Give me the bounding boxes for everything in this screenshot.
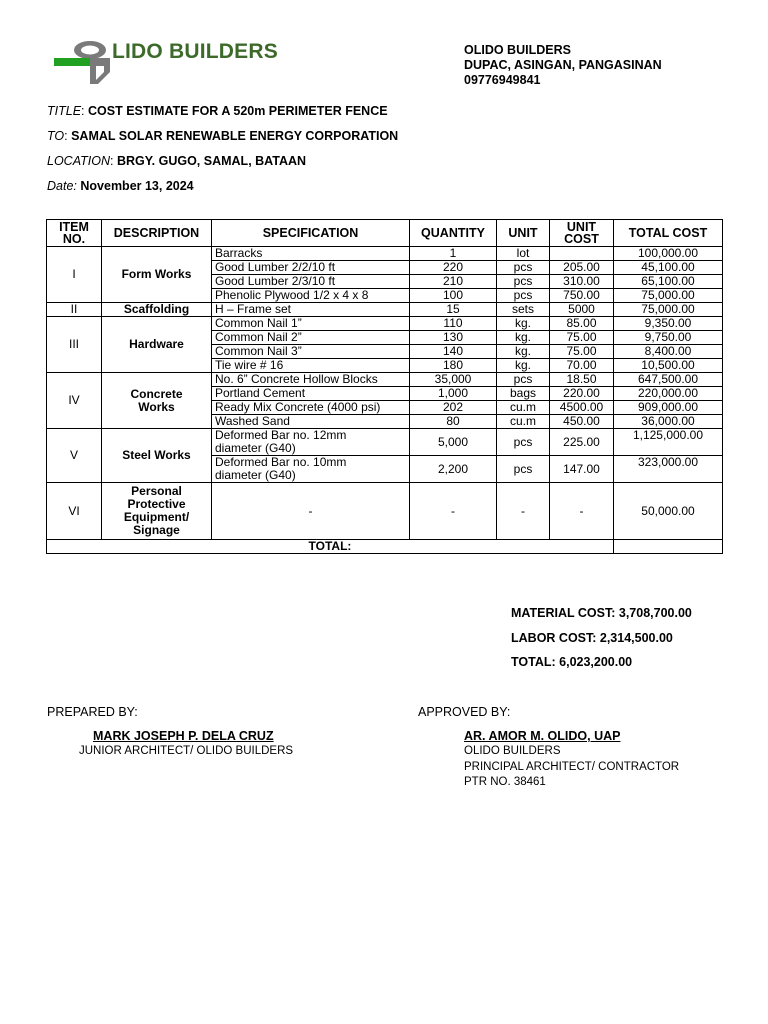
- logo-text: LIDO BUILDERS: [112, 40, 278, 63]
- specification: Washed Sand: [212, 415, 410, 429]
- total-cost: 50,000.00: [614, 483, 723, 540]
- approved-by-company: OLIDO BUILDERS: [464, 745, 561, 757]
- quantity: 180: [410, 359, 497, 373]
- total-cost: 909,000.00: [614, 401, 723, 415]
- table-row: [47, 317, 723, 331]
- quantity: 100: [410, 289, 497, 303]
- approved-by-name: AR. AMOR M. OLIDO, UAP: [464, 729, 621, 743]
- unit: kg.: [497, 317, 550, 331]
- description: Concrete Works: [102, 373, 212, 429]
- unit-cost: 225.00: [550, 429, 614, 456]
- item-no: I: [47, 247, 102, 303]
- header-quantity: QUANTITY: [410, 220, 497, 247]
- description: Hardware: [102, 317, 212, 373]
- unit: bags: [497, 387, 550, 401]
- unit: -: [497, 483, 550, 540]
- unit: kg.: [497, 345, 550, 359]
- unit: cu.m: [497, 415, 550, 429]
- quantity: 202: [410, 401, 497, 415]
- unit-cost: [550, 247, 614, 261]
- total-cost: 65,100.00: [614, 275, 723, 289]
- table-row: [47, 373, 723, 387]
- to-value: SAMAL SOLAR RENEWABLE ENERGY CORPORATION: [71, 129, 399, 143]
- unit: kg.: [497, 331, 550, 345]
- header-specification: SPECIFICATION: [212, 220, 410, 247]
- header-unit-cost: UNIT COST: [550, 220, 614, 247]
- specification: H – Frame set: [212, 303, 410, 317]
- quantity: 1,000: [410, 387, 497, 401]
- description: Personal Protective Equipment/ Signage: [102, 483, 212, 540]
- quantity: 2,200: [410, 456, 497, 483]
- total-cost: 45,100.00: [614, 261, 723, 275]
- prepared-by-name: MARK JOSEPH P. DELA CRUZ: [93, 729, 274, 743]
- location-line: LOCATION: BRGY. GUGO, SAMAL, BATAAN: [47, 154, 307, 168]
- total-cost: 1,125,000.00: [614, 429, 723, 456]
- item-no: II: [47, 303, 102, 317]
- unit-cost: 70.00: [550, 359, 614, 373]
- item-no: III: [47, 317, 102, 373]
- total-label: TOTAL:: [47, 540, 614, 554]
- unit: pcs: [497, 289, 550, 303]
- unit: pcs: [497, 275, 550, 289]
- title-label: TITLE: [47, 104, 82, 118]
- table-header-row: [47, 220, 723, 247]
- unit-cost: 147.00: [550, 456, 614, 483]
- unit: kg.: [497, 359, 550, 373]
- quantity: 80: [410, 415, 497, 429]
- quantity: 130: [410, 331, 497, 345]
- cost-estimate-table: [46, 219, 723, 554]
- specification: No. 6” Concrete Hollow Blocks: [212, 373, 410, 387]
- unit-cost: 205.00: [550, 261, 614, 275]
- unit: pcs: [497, 456, 550, 483]
- total-cost: 36,000.00: [614, 415, 723, 429]
- material-cost: MATERIAL COST: 3,708,700.00: [511, 606, 692, 620]
- specification: Good Lumber 2/2/10 ft: [212, 261, 410, 275]
- item-no: VI: [47, 483, 102, 540]
- unit-cost: 75.00: [550, 331, 614, 345]
- unit-cost: 450.00: [550, 415, 614, 429]
- header-total-cost: TOTAL COST: [614, 220, 723, 247]
- unit: pcs: [497, 429, 550, 456]
- specification: Common Nail 3”: [212, 345, 410, 359]
- unit-cost: 75.00: [550, 345, 614, 359]
- unit-cost: 5000: [550, 303, 614, 317]
- specification: Deformed Bar no. 12mm diameter (G40): [212, 429, 410, 456]
- specification: Good Lumber 2/3/10 ft: [212, 275, 410, 289]
- company-phone: 09776949841: [464, 73, 541, 87]
- quantity: 110: [410, 317, 497, 331]
- date-line: [47, 179, 194, 193]
- date-label: Date:: [47, 179, 77, 193]
- approved-by-label: APPROVED BY:: [418, 705, 511, 719]
- description: Steel Works: [102, 429, 212, 483]
- table-row: [47, 483, 723, 540]
- unit-cost: 4500.00: [550, 401, 614, 415]
- unit-cost: 310.00: [550, 275, 614, 289]
- specification: Tie wire # 16: [212, 359, 410, 373]
- grand-total: TOTAL: 6,023,200.00: [511, 655, 633, 669]
- unit: cu.m: [497, 401, 550, 415]
- item-no: IV: [47, 373, 102, 429]
- header-description: DESCRIPTION: [102, 220, 212, 247]
- specification: Barracks: [212, 247, 410, 261]
- total-cost: 9,350.00: [614, 317, 723, 331]
- title-value: COST ESTIMATE FOR A 520m PERIMETER FENCE: [88, 104, 388, 118]
- company-info: [464, 43, 662, 88]
- location-value: BRGY. GUGO, SAMAL, BATAAN: [116, 154, 307, 168]
- specification: Phenolic Plywood 1/2 x 4 x 8: [212, 289, 410, 303]
- table-row: [47, 429, 723, 456]
- quantity: -: [410, 483, 497, 540]
- description: Scaffolding: [102, 303, 212, 317]
- unit-cost: 220.00: [550, 387, 614, 401]
- unit: sets: [497, 303, 550, 317]
- total-cost: 9,750.00: [614, 331, 723, 345]
- item-no: V: [47, 429, 102, 483]
- quantity: 210: [410, 275, 497, 289]
- company-address: DUPAC, ASINGAN, PANGASINAN: [464, 58, 662, 72]
- table-row: [47, 303, 723, 317]
- specification: Ready Mix Concrete (4000 psi): [212, 401, 410, 415]
- unit-cost: -: [550, 483, 614, 540]
- total-cost: 8,400.00: [614, 345, 723, 359]
- specification: Deformed Bar no. 10mm diameter (G40): [212, 456, 410, 483]
- quantity: 35,000: [410, 373, 497, 387]
- approved-by-ptr: PTR NO. 38461: [464, 776, 546, 788]
- total-cost: 220,000.00: [614, 387, 723, 401]
- total-cost: 10,500.00: [614, 359, 723, 373]
- quantity: 15: [410, 303, 497, 317]
- unit: lot: [497, 247, 550, 261]
- quantity: 140: [410, 345, 497, 359]
- total-cost: 75,000.00: [614, 303, 723, 317]
- quantity: 220: [410, 261, 497, 275]
- total-value: [614, 540, 723, 554]
- approved-by-title: PRINCIPAL ARCHITECT/ CONTRACTOR: [464, 761, 680, 773]
- specification: Common Nail 1”: [212, 317, 410, 331]
- unit: pcs: [497, 261, 550, 275]
- unit: pcs: [497, 373, 550, 387]
- quantity: 5,000: [410, 429, 497, 456]
- date-value: November 13, 2024: [80, 179, 194, 193]
- company-name: OLIDO BUILDERS: [464, 43, 571, 57]
- unit-cost: 85.00: [550, 317, 614, 331]
- location-label: LOCATION: [47, 154, 110, 168]
- specification: Common Nail 2”: [212, 331, 410, 345]
- description: Form Works: [102, 247, 212, 303]
- specification: Portland Cement: [212, 387, 410, 401]
- prepared-by-label: PREPARED BY:: [47, 705, 138, 719]
- total-cost: 75,000.00: [614, 289, 723, 303]
- unit-cost: 18.50: [550, 373, 614, 387]
- specification: -: [212, 483, 410, 540]
- to-line: TO: SAMAL SOLAR RENEWABLE ENERGY CORPORATION: [47, 129, 399, 143]
- total-cost: 100,000.00: [614, 247, 723, 261]
- total-cost: 647,500.00: [614, 373, 723, 387]
- to-label: TO: [47, 129, 65, 143]
- header-item-no: ITEM NO.: [47, 220, 102, 247]
- quantity: 1: [410, 247, 497, 261]
- header-unit: UNIT: [497, 220, 550, 247]
- unit-cost: 750.00: [550, 289, 614, 303]
- labor-cost: LABOR COST: 2,314,500.00: [511, 631, 673, 645]
- title-line: TITLE: COST ESTIMATE FOR A 520m PERIMETER FENCE: [47, 104, 388, 118]
- total-cost: 323,000.00: [614, 456, 723, 483]
- table-total-row: [47, 540, 723, 554]
- prepared-by-title: JUNIOR ARCHITECT/ OLIDO BUILDERS: [79, 745, 294, 757]
- table-row: [47, 247, 723, 261]
